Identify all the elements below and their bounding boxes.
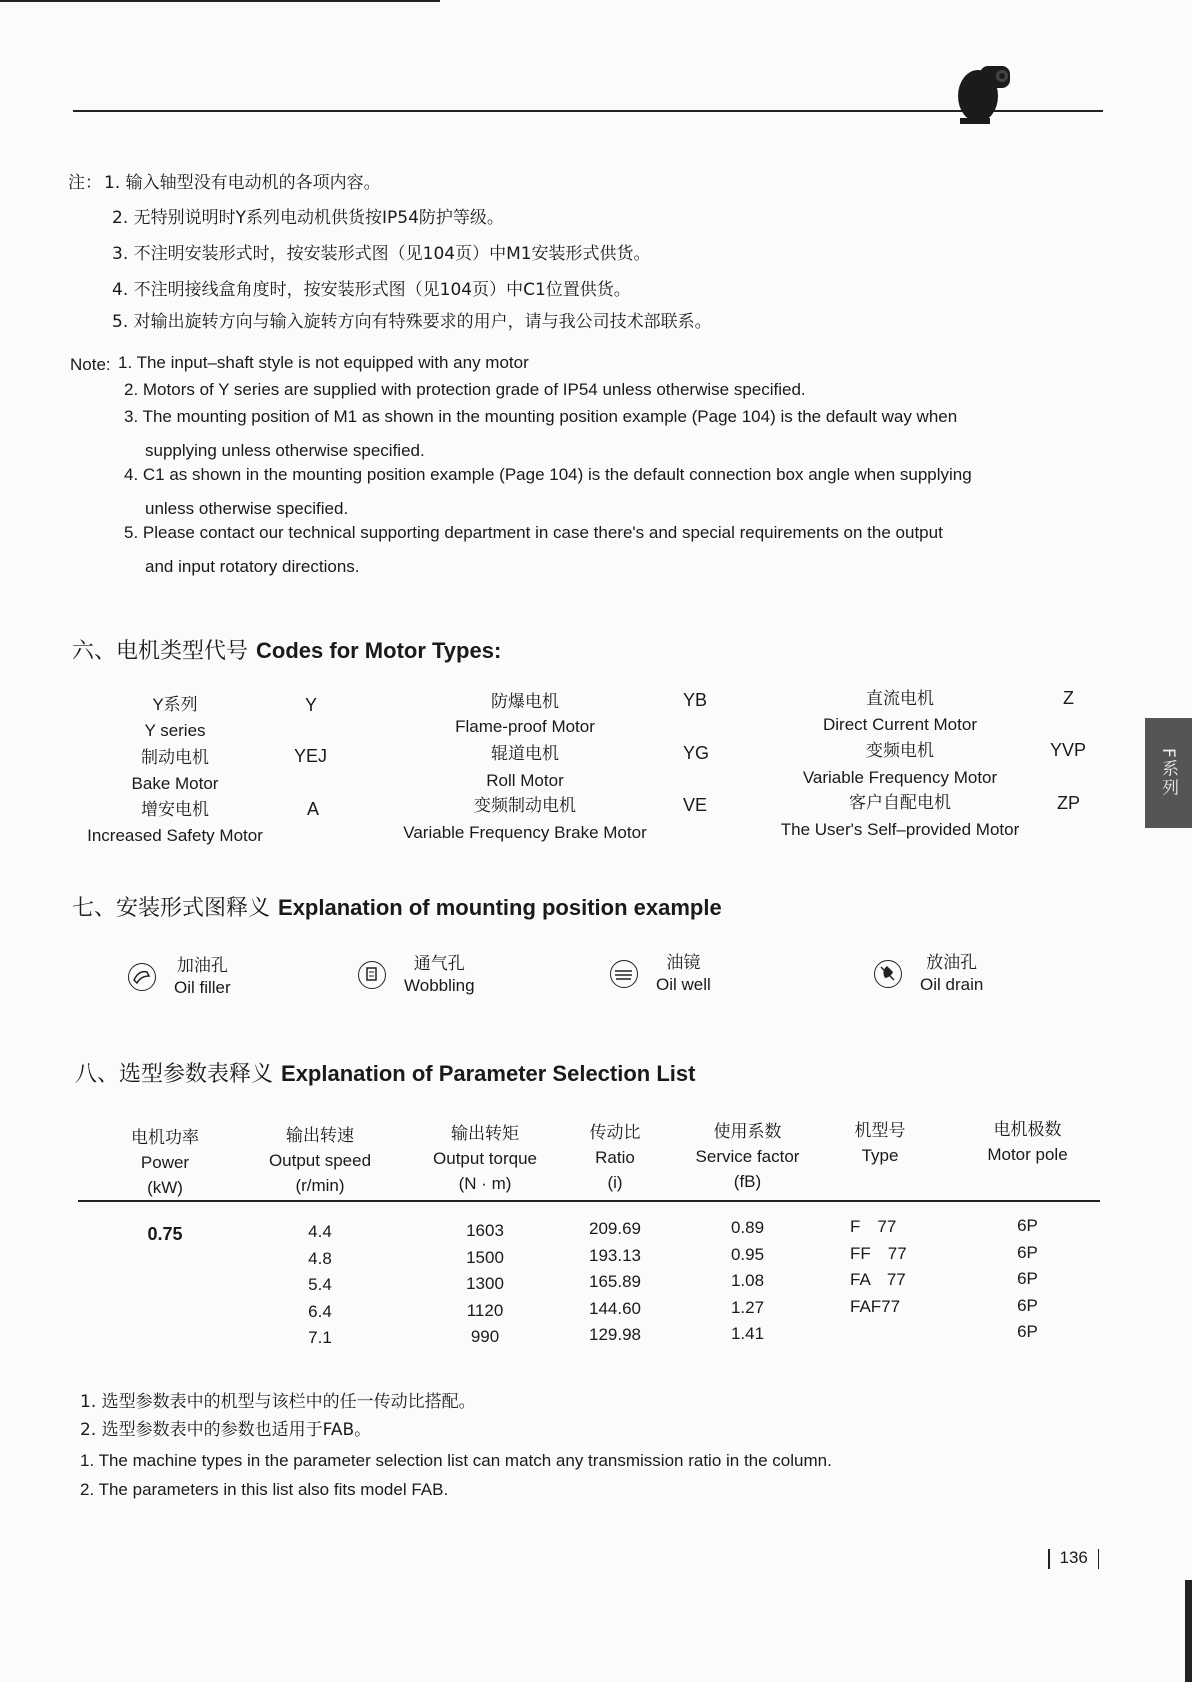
vent-icon (358, 961, 386, 989)
table-cell: FA 77 (850, 1270, 906, 1289)
motor-cn: 直流电机 (866, 689, 934, 708)
table-cell: 6.4 (308, 1301, 332, 1321)
gear-motor-logo-icon (950, 58, 1020, 128)
table-cell: 129.98 (589, 1325, 641, 1344)
table-cell: 990 (470, 1327, 500, 1346)
table-column-torque (420, 1218, 550, 1351)
table-header-speed: 输出转速 Output speed (r/min) (268, 1126, 372, 1195)
motor-en: Bake Motor (131, 774, 219, 793)
table-power-value: 0.75 (147, 1224, 183, 1244)
table-cell: 6P (1017, 1216, 1038, 1235)
motor-code: A (307, 799, 320, 819)
table-cell: 1500 (466, 1247, 504, 1267)
motor-cn: 变频电机 (866, 741, 934, 760)
section6-title-cn: 六、电机类型代号 (72, 638, 249, 663)
motor-code: YEJ (294, 746, 328, 766)
motor-cn: 增安电机 (141, 800, 209, 819)
table-cell: 4.8 (308, 1248, 332, 1268)
motor-code: VE (683, 795, 708, 815)
page-edge-mark (1185, 1580, 1192, 1682)
footnote-en-1: 1. The machine types in the parameter selection list can match any transmission ratio in the column. (80, 1451, 832, 1470)
note-en-2: 2. Motors of Y series are supplied with protection grade of IP54 unless otherwise specified. (124, 380, 806, 399)
symbol-oil-filler (128, 955, 231, 999)
note-cn-4: 4. 不注明接线盒角度时，按安装形式图（见104页）中C1位置供货。 (112, 280, 631, 300)
table-cell: FAF77 (850, 1296, 901, 1316)
table-cell: 0.95 (730, 1244, 765, 1264)
table-header-ratio: 传动比 Ratio (i) (589, 1123, 641, 1192)
footnote-cn-1: 1. 选型参数表中的机型与该栏中的任一传动比搭配。 (80, 1392, 476, 1412)
note-cn-3: 3. 不注明安装形式时，按安装形式图（见104页）中M1安装形式供货。 (112, 244, 651, 264)
motor-code: Y (305, 695, 318, 715)
table-cell: 6P (1017, 1322, 1038, 1341)
motor-en: The User's Self–provided Motor (780, 820, 1020, 839)
footnote-cn-2: 2. 选型参数表中的参数也适用于FAB。 (80, 1420, 372, 1440)
table-cell: F 77 (850, 1217, 897, 1236)
section7-heading (72, 894, 722, 922)
table-cell: 6P (1017, 1295, 1038, 1315)
motor-cn: 制动电机 (141, 748, 209, 767)
note-en-1: 1. The input–shaft style is not equipped with any motor (118, 353, 529, 372)
table-header-power: 电机功率 Power (kW) (131, 1128, 199, 1197)
table-column-ratio (560, 1216, 670, 1349)
symbol-cn: 加油孔 (176, 956, 228, 975)
motor-code: YB (683, 690, 708, 710)
motor-code: Z (1063, 688, 1074, 708)
oil-sight-glass-icon (610, 960, 638, 988)
symbol-cn: 放油孔 (926, 953, 978, 972)
table-cell: 6P (1017, 1269, 1038, 1288)
motor-en: Y series (144, 721, 206, 740)
table-cell: 6P (1017, 1242, 1038, 1262)
table-cell: 165.89 (589, 1272, 641, 1291)
note-cn-1: 1. 输入轴型没有电动机的各项内容。 (104, 173, 381, 193)
table-cell: 4.4 (308, 1222, 332, 1241)
motor-code: ZP (1057, 793, 1081, 813)
section8-title-en: Explanation of Parameter Selection List (281, 1061, 696, 1086)
symbol-oil-sight-glass (610, 952, 711, 996)
table-header-type: 机型号 Type (854, 1121, 906, 1165)
section8-title-cn: 八、选型参数表释义 (75, 1061, 274, 1086)
section6-heading (72, 637, 501, 665)
section6-title-en: Codes for Motor Types: (256, 638, 502, 663)
table-column-service-factor (685, 1215, 810, 1348)
motor-cn: 客户自配电机 (849, 793, 951, 812)
motor-en: Increased Safety Motor (87, 826, 263, 845)
note-cn-2: 2. 无特别说明时Y系列电动机供货按IP54防护等级。 (112, 208, 504, 228)
symbol-cn: 通气孔 (413, 954, 465, 973)
table-cell: 144.60 (589, 1298, 641, 1318)
table-cell: 193.13 (589, 1245, 641, 1265)
section7-title-en: Explanation of mounting position example (278, 895, 722, 920)
table-cell: 1300 (466, 1274, 504, 1293)
notes-cn-label: 注： (68, 173, 102, 193)
motor-code: YVP (1050, 740, 1087, 760)
table-cell: 5.4 (308, 1275, 332, 1294)
table-column-motor-pole (985, 1213, 1070, 1346)
motor-cn: Y系列 (152, 695, 198, 714)
oil-filler-icon (128, 963, 156, 991)
table-cell: FF 77 (850, 1243, 907, 1263)
section8-heading (75, 1060, 695, 1088)
table-cell: 209.69 (589, 1219, 641, 1238)
note-en-3-cont: supplying unless otherwise specified. (145, 441, 425, 460)
table-cell: 1.08 (730, 1271, 765, 1290)
motor-en: Variable Frequency Motor (802, 768, 998, 787)
top-edge-line (0, 0, 440, 2)
section7-title-cn: 七、安装形式图释义 (72, 895, 271, 920)
table-header-torque: 输出转矩 Output torque (N · m) (433, 1124, 537, 1193)
table-cell: 0.89 (730, 1218, 765, 1237)
table-header-rule (78, 1200, 1100, 1202)
table-cell: 7.1 (308, 1328, 332, 1347)
series-side-tab: F系列 (1145, 718, 1192, 828)
symbol-en: Wobbling (404, 976, 475, 995)
notes-en-label: Note: (70, 355, 111, 374)
motor-en: Roll Motor (486, 771, 564, 790)
motor-cn: 变频制动电机 (474, 796, 576, 815)
symbol-en: Oil filler (174, 978, 231, 997)
table-header-service-factor: 使用系数 Service factor (fB) (695, 1122, 800, 1191)
note-en-4-cont: unless otherwise specified. (145, 499, 349, 518)
table-header-motor-pole: 电机极数 Motor pole (987, 1120, 1068, 1164)
table-column-speed (255, 1219, 385, 1352)
oil-drain-icon (874, 960, 902, 988)
motor-cn: 辊道电机 (491, 744, 559, 763)
header-rule (73, 110, 1103, 112)
motor-code: YG (683, 743, 710, 763)
motor-en: Direct Current Motor (823, 715, 977, 734)
note-en-5-cont: and input rotatory directions. (145, 557, 360, 576)
symbol-en: Oil well (656, 975, 711, 994)
table-cell: 1.41 (730, 1324, 765, 1343)
symbol-cn: 油镜 (666, 953, 701, 972)
note-en-3: 3. The mounting position of M1 as shown in the mounting position example (Page 104) is the default way when (124, 407, 958, 426)
symbol-oil-drain (874, 952, 983, 996)
note-cn-5: 5. 对输出旋转方向与输入旋转方向有特殊要求的用户，请与我公司技术部联系。 (112, 312, 712, 332)
footnote-en-2: 2. The parameters in this list also fits model FAB. (80, 1480, 449, 1499)
motor-cn: 防爆电机 (491, 692, 559, 711)
note-en-5: 5. Please contact our technical supporting department in case there's and special requirements on the output (124, 523, 943, 542)
table-cell: 1.27 (730, 1297, 765, 1317)
table-cell: 1120 (466, 1300, 504, 1320)
motor-en: Flame-proof Motor (455, 717, 595, 736)
note-en-4: 4. C1 as shown in the mounting position example (Page 104) is the default connection box angle when supplying (124, 465, 972, 484)
page-number: 136 (1038, 1548, 1109, 1569)
symbol-vent (358, 953, 475, 997)
table-cell: 1603 (466, 1221, 504, 1240)
table-column-type (850, 1214, 950, 1320)
symbol-en: Oil drain (920, 975, 984, 994)
motor-en: Variable Frequency Brake Motor (403, 823, 647, 842)
